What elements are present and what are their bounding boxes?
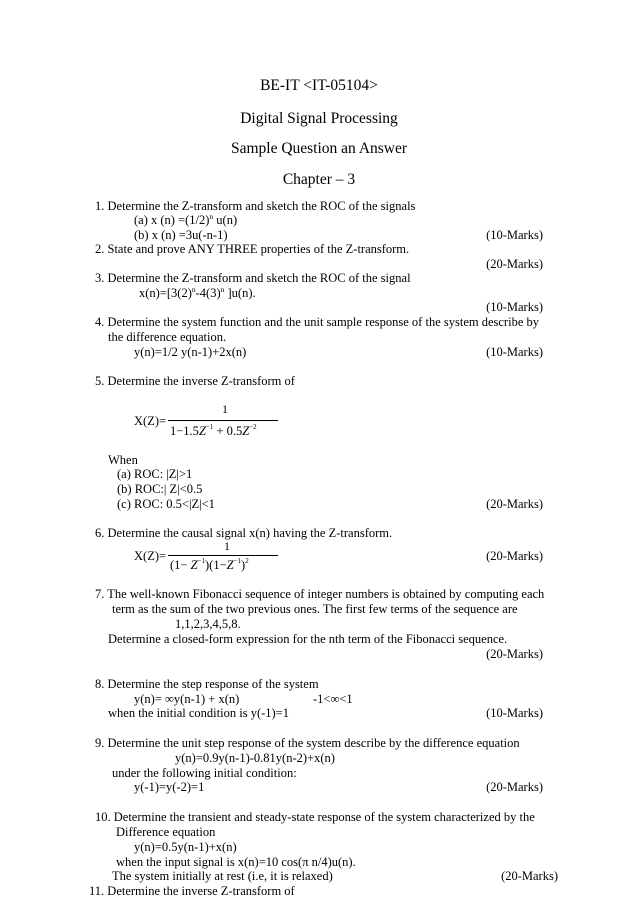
question-1: 1. Determine the Z-transform and sketch the ROC of the signals — [95, 199, 416, 213]
question-4-line-2: the difference equation. — [108, 330, 227, 344]
question-5-when: When — [108, 453, 138, 467]
question-3-equation: $x(n)=[3(2)^n-4(3)^n$ ]u(n). — [139, 285, 256, 300]
question-8-condition: -1<∞<1 — [313, 692, 353, 706]
question-2-marks: (20-Marks) — [486, 257, 543, 271]
question-8-equation: y(n)= ∞y(n-1) + x(n) — [134, 692, 240, 706]
question-4: 4. Determine the system function and the unit sample response of the system describe by — [95, 315, 539, 329]
question-10-equation: y(n)=0.5y(n-1)+x(n) — [134, 840, 237, 854]
question-5-lhs: X(Z)= — [134, 414, 167, 428]
question-5-denominator: $1-1.5Z^{-1} + 0.5Z^{-2}$ — [170, 423, 257, 438]
question-7-marks: (20-Marks) — [486, 647, 543, 661]
question-6-fraction-bar — [168, 555, 278, 556]
question-7-line-4: Determine a closed-form expression for the nth term of the Fibonacci sequence. — [108, 632, 508, 646]
question-10-line-5: The system initially at rest (i.e, it is relaxed) — [112, 869, 333, 883]
subject-title: Digital Signal Processing — [240, 110, 398, 127]
question-5-marks: (20-Marks) — [486, 497, 543, 511]
question-8: 8. Determine the step response of the system — [95, 677, 319, 691]
question-4-marks: (10-Marks) — [486, 345, 543, 359]
course-code: BE-IT <IT-05104> — [260, 77, 378, 94]
question-9-equation: y(n)=0.9y(n-1)-0.81y(n-2)+x(n) — [175, 751, 335, 765]
question-3-marks: (10-Marks) — [486, 300, 543, 314]
question-5-case-c: (c) ROC: 0.5<|Z|<1 — [117, 497, 215, 511]
question-5-numerator: 1 — [222, 402, 228, 416]
question-5-case-b: (b) ROC:| Z|<0.5 — [117, 482, 203, 496]
question-6-lhs: X(Z)= — [134, 549, 167, 563]
question-6: 6. Determine the causal signal x(n) having the Z-transform. — [95, 526, 393, 540]
question-9: 9. Determine the unit step response of the system describe by the difference equation — [95, 736, 520, 750]
question-10-marks: (20-Marks) — [501, 869, 558, 883]
question-7-line-2: term as the sum of the two previous ones. The first few terms of the sequence are — [112, 602, 518, 616]
question-6-denominator: $(1- Z^{-1})(1-Z^{-1})^2$ — [170, 557, 249, 572]
question-9-line-3: under the following initial condition: — [112, 766, 297, 780]
question-5-case-a: (a) ROC: |Z|>1 — [117, 467, 193, 481]
question-9-initial-condition: y(-1)=y(-2)=1 — [134, 780, 205, 794]
question-10: 10. Determine the transient and steady-state response of the system characterized by the — [95, 810, 535, 824]
question-9-marks: (20-Marks) — [486, 780, 543, 794]
question-8-line-3: when the initial condition is y(-1)=1 — [108, 706, 289, 720]
question-4-equation: y(n)=1/2 y(n-1)+2x(n) — [134, 345, 247, 359]
question-1-marks: (10-Marks) — [486, 228, 543, 242]
question-11: 11. Determine the inverse Z-transform of — [89, 884, 295, 898]
question-8-marks: (10-Marks) — [486, 706, 543, 720]
question-7: 7. The well-known Fibonacci sequence of integer numbers is obtained by computing each — [95, 587, 545, 601]
question-10-line-2: Difference equation — [116, 825, 216, 839]
question-10-line-4: when the input signal is x(n)=10 cos(π n/4)u(n). — [116, 855, 356, 869]
question-6-numerator: 1 — [224, 539, 230, 553]
question-1-part-b: (b) x (n) =3u(-n-1) — [134, 228, 228, 242]
question-5-fraction-bar — [168, 420, 278, 421]
question-3: 3. Determine the Z-transform and sketch the ROC of the signal — [95, 271, 411, 285]
question-6-marks: (20-Marks) — [486, 549, 543, 563]
question-7-sequence: 1,1,2,3,4,5,8. — [175, 617, 241, 631]
question-1-part-a: (a) x $(n) =(1/2)^n$ u(n) — [134, 212, 238, 227]
document-title: Sample Question an Answer — [230, 140, 408, 157]
chapter-title: Chapter – 3 — [282, 171, 356, 188]
question-5: 5. Determine the inverse Z-transform of — [95, 374, 295, 388]
question-2: 2. State and prove ANY THREE properties of the Z-transform. — [95, 242, 410, 256]
